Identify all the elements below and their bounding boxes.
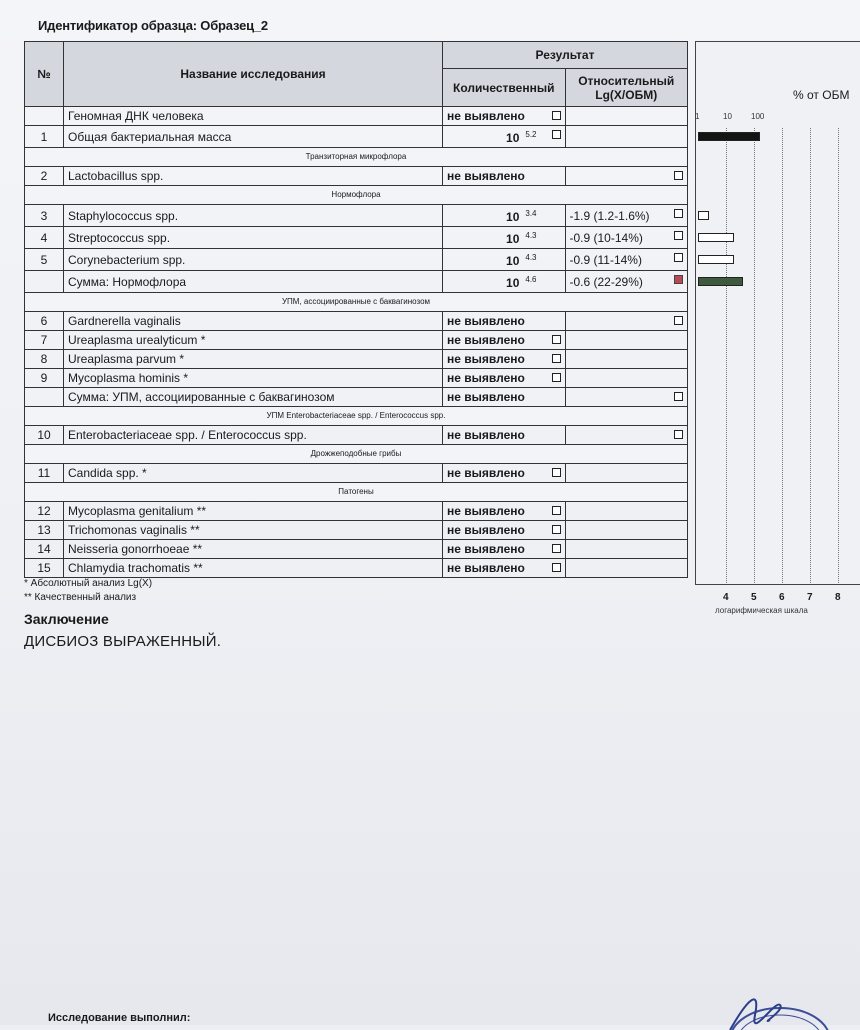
checkbox-icon[interactable] [674, 316, 683, 325]
test-name: Сумма: Нормофлора [64, 271, 443, 293]
relative-result [565, 540, 688, 559]
test-name: Gardnerella vaginalis [64, 312, 443, 331]
test-name: Chlamydia trachomatis ** [64, 559, 443, 578]
section-row [25, 407, 688, 426]
relative-value: -1.9 (1.2-1.6%) [569, 208, 650, 223]
row-number: 13 [25, 521, 64, 540]
test-name: Ureaplasma urealyticum * [64, 331, 443, 350]
relative-value: -0.9 (10-14%) [569, 230, 643, 245]
relative-result [565, 107, 688, 126]
table-row [25, 227, 688, 249]
quant-result [443, 540, 566, 559]
relative-value: -0.6 (22-29%) [569, 274, 643, 289]
quant-result [443, 249, 566, 271]
performed-by-label: Исследование выполнил: [48, 1012, 191, 1024]
checkbox-icon[interactable] [552, 506, 561, 515]
test-name: Candida spp. * [64, 464, 443, 483]
row-number: 10 [25, 426, 64, 445]
relative-result [565, 388, 688, 407]
table-row [25, 167, 688, 186]
table-row [25, 107, 688, 126]
test-name: Enterobacteriaceae spp. / Enterococcus spp. [64, 426, 443, 445]
quant-result [443, 426, 566, 445]
chart-bar [698, 255, 734, 264]
quant-exponent: 5.2 [525, 130, 537, 139]
quant-result [443, 369, 566, 388]
checkbox-icon[interactable] [552, 468, 561, 477]
table-row [25, 540, 688, 559]
chart-unit-label: % от ОБМ [793, 88, 850, 102]
chart-bottom-tick: 4 [723, 592, 729, 603]
row-number: 9 [25, 369, 64, 388]
test-name: Neisseria gonorrhoeae ** [64, 540, 443, 559]
quant-value: не выявлено [447, 371, 525, 385]
quant-value: не выявлено [447, 542, 525, 556]
relative-result [565, 350, 688, 369]
quant-result [443, 107, 566, 126]
chart-bar [698, 233, 734, 242]
row-number: 1 [25, 126, 64, 148]
chart-gridline [838, 128, 839, 583]
checkbox-icon[interactable] [674, 275, 683, 284]
row-number: 14 [25, 540, 64, 559]
relative-result [565, 227, 688, 249]
section-title: Транзиторная микрофлора [25, 148, 688, 167]
table-row [25, 388, 688, 407]
quant-result [443, 126, 566, 148]
section-title: УПМ, ассоциированные с баквагинозом [25, 293, 688, 312]
checkbox-icon[interactable] [552, 130, 561, 139]
row-number [25, 388, 64, 407]
quant-result [443, 464, 566, 483]
col-name-header: Название исследования [64, 42, 443, 107]
chart-frame [695, 41, 860, 585]
checkbox-icon[interactable] [674, 209, 683, 218]
quant-result [443, 312, 566, 331]
chart-bottom-tick: 6 [779, 592, 785, 603]
quant-value: не выявлено [447, 390, 525, 404]
quant-result [443, 350, 566, 369]
quant-exponent: 4.6 [525, 275, 537, 284]
section-title: Дрожжеподобные грибы [25, 445, 688, 464]
row-number [25, 107, 64, 126]
chart-gridline [810, 128, 811, 583]
col-result-header: Результат [443, 42, 688, 69]
relative-result [565, 426, 688, 445]
checkbox-icon[interactable] [674, 231, 683, 240]
test-name: Сумма: УПМ, ассоциированные с баквагинозом [64, 388, 443, 407]
quant-exponent: 4.3 [525, 231, 537, 240]
chart-axis-label: логарифмическая шкала [715, 606, 808, 615]
quant-result [443, 502, 566, 521]
chart-top-tick: 100 [751, 112, 765, 121]
test-name: Staphylococcus spp. [64, 205, 443, 227]
relative-result [565, 369, 688, 388]
row-number: 5 [25, 249, 64, 271]
relative-result [565, 271, 688, 293]
quant-value: не выявлено [447, 109, 525, 123]
relative-result [565, 205, 688, 227]
quant-value: не выявлено [447, 428, 525, 442]
row-number: 8 [25, 350, 64, 369]
relative-value: -0.9 (11-14%) [569, 252, 642, 267]
quant-base: 10 [506, 276, 520, 290]
chart-bar [698, 277, 743, 286]
chart-bar [698, 211, 709, 220]
quant-value: не выявлено [447, 333, 525, 347]
chart-bottom-tick: 5 [751, 592, 757, 603]
checkbox-icon[interactable] [674, 430, 683, 439]
checkbox-icon[interactable] [552, 373, 561, 382]
quant-result [443, 205, 566, 227]
test-name: Геномная ДНК человека [64, 107, 443, 126]
chart-gridline [754, 128, 755, 583]
table-row [25, 331, 688, 350]
test-name: Corynebacterium spp. [64, 249, 443, 271]
quant-value: не выявлено [447, 314, 525, 328]
checkbox-icon[interactable] [674, 392, 683, 401]
chart-bottom-tick: 7 [807, 592, 813, 603]
chart-bar [698, 132, 760, 141]
table-row [25, 350, 688, 369]
stamp-signature-icon [700, 985, 840, 1030]
relative-result [565, 559, 688, 578]
quant-base: 10 [506, 131, 520, 145]
section-row [25, 445, 688, 464]
chart-bottom-tick: 8 [835, 592, 841, 603]
quant-result [443, 227, 566, 249]
quant-base: 10 [506, 254, 520, 268]
quant-exponent: 4.3 [525, 253, 537, 262]
relative-result [565, 521, 688, 540]
checkbox-icon[interactable] [552, 111, 561, 120]
relative-result [565, 331, 688, 350]
row-number: 6 [25, 312, 64, 331]
test-name: Streptococcus spp. [64, 227, 443, 249]
section-row [25, 483, 688, 502]
table-row [25, 249, 688, 271]
table-row [25, 369, 688, 388]
relative-result [565, 464, 688, 483]
checkbox-icon[interactable] [552, 335, 561, 344]
checkbox-icon[interactable] [552, 544, 561, 553]
section-title: УПМ Enterobacteriaceae spp. / Enterococcus spp. [25, 407, 688, 426]
quant-value: не выявлено [447, 352, 525, 366]
relative-result [565, 249, 688, 271]
quant-value: не выявлено [447, 466, 525, 480]
checkbox-icon[interactable] [552, 563, 561, 572]
quant-base: 10 [506, 232, 520, 246]
conclusion-heading: Заключение [24, 611, 109, 627]
checkbox-icon[interactable] [674, 253, 683, 262]
test-name: Mycoplasma genitalium ** [64, 502, 443, 521]
table-row [25, 521, 688, 540]
conclusion-text: ДИСБИОЗ ВЫРАЖЕННЫЙ. [24, 633, 222, 650]
col-rel-header: Относительный Lg(X/ОБМ) [565, 69, 688, 107]
test-name: Trichomonas vaginalis ** [64, 521, 443, 540]
quant-value: не выявлено [447, 504, 525, 518]
results-table [24, 41, 688, 578]
quant-value: не выявлено [447, 561, 525, 575]
quant-result [443, 559, 566, 578]
quant-value: не выявлено [447, 169, 525, 183]
row-number: 3 [25, 205, 64, 227]
table-row [25, 126, 688, 148]
quant-result [443, 271, 566, 293]
relative-result [565, 312, 688, 331]
quant-base: 10 [506, 210, 520, 224]
chart-top-tick: 1 [695, 112, 700, 121]
section-row [25, 186, 688, 205]
checkbox-icon[interactable] [674, 171, 683, 180]
footnote-absolute: * Абсолютный анализ Lg(X) [24, 578, 153, 589]
test-name: Общая бактериальная масса [64, 126, 443, 148]
table-row [25, 426, 688, 445]
table-row [25, 271, 688, 293]
relative-result [565, 502, 688, 521]
table-row [25, 312, 688, 331]
quant-result [443, 388, 566, 407]
row-number: 4 [25, 227, 64, 249]
chart-gridline [782, 128, 783, 583]
table-row [25, 559, 688, 578]
relative-result [565, 126, 688, 148]
row-number: 15 [25, 559, 64, 578]
section-row [25, 148, 688, 167]
row-number: 7 [25, 331, 64, 350]
quant-result [443, 521, 566, 540]
col-no-header: № [25, 42, 64, 107]
footnote-qualitative: ** Качественный анализ [24, 592, 137, 603]
checkbox-icon[interactable] [552, 354, 561, 363]
table-row [25, 464, 688, 483]
chart-top-tick: 10 [723, 112, 732, 121]
col-quant-header: Количественный [443, 69, 566, 107]
test-name: Mycoplasma hominis * [64, 369, 443, 388]
row-number: 2 [25, 167, 64, 186]
table-row [25, 205, 688, 227]
checkbox-icon[interactable] [552, 525, 561, 534]
test-name: Ureaplasma parvum * [64, 350, 443, 369]
quant-exponent: 3.4 [525, 209, 537, 218]
test-name: Lactobacillus spp. [64, 167, 443, 186]
quant-value: не выявлено [447, 523, 525, 537]
sample-id: Идентификатор образца: Образец_2 [38, 18, 268, 33]
section-title: Патогены [25, 483, 688, 502]
section-row [25, 293, 688, 312]
chart-gridline [726, 128, 727, 583]
row-number [25, 271, 64, 293]
row-number: 12 [25, 502, 64, 521]
row-number: 11 [25, 464, 64, 483]
relative-result [565, 167, 688, 186]
quant-result [443, 167, 566, 186]
quant-result [443, 331, 566, 350]
table-row [25, 502, 688, 521]
section-title: Нормофлора [25, 186, 688, 205]
